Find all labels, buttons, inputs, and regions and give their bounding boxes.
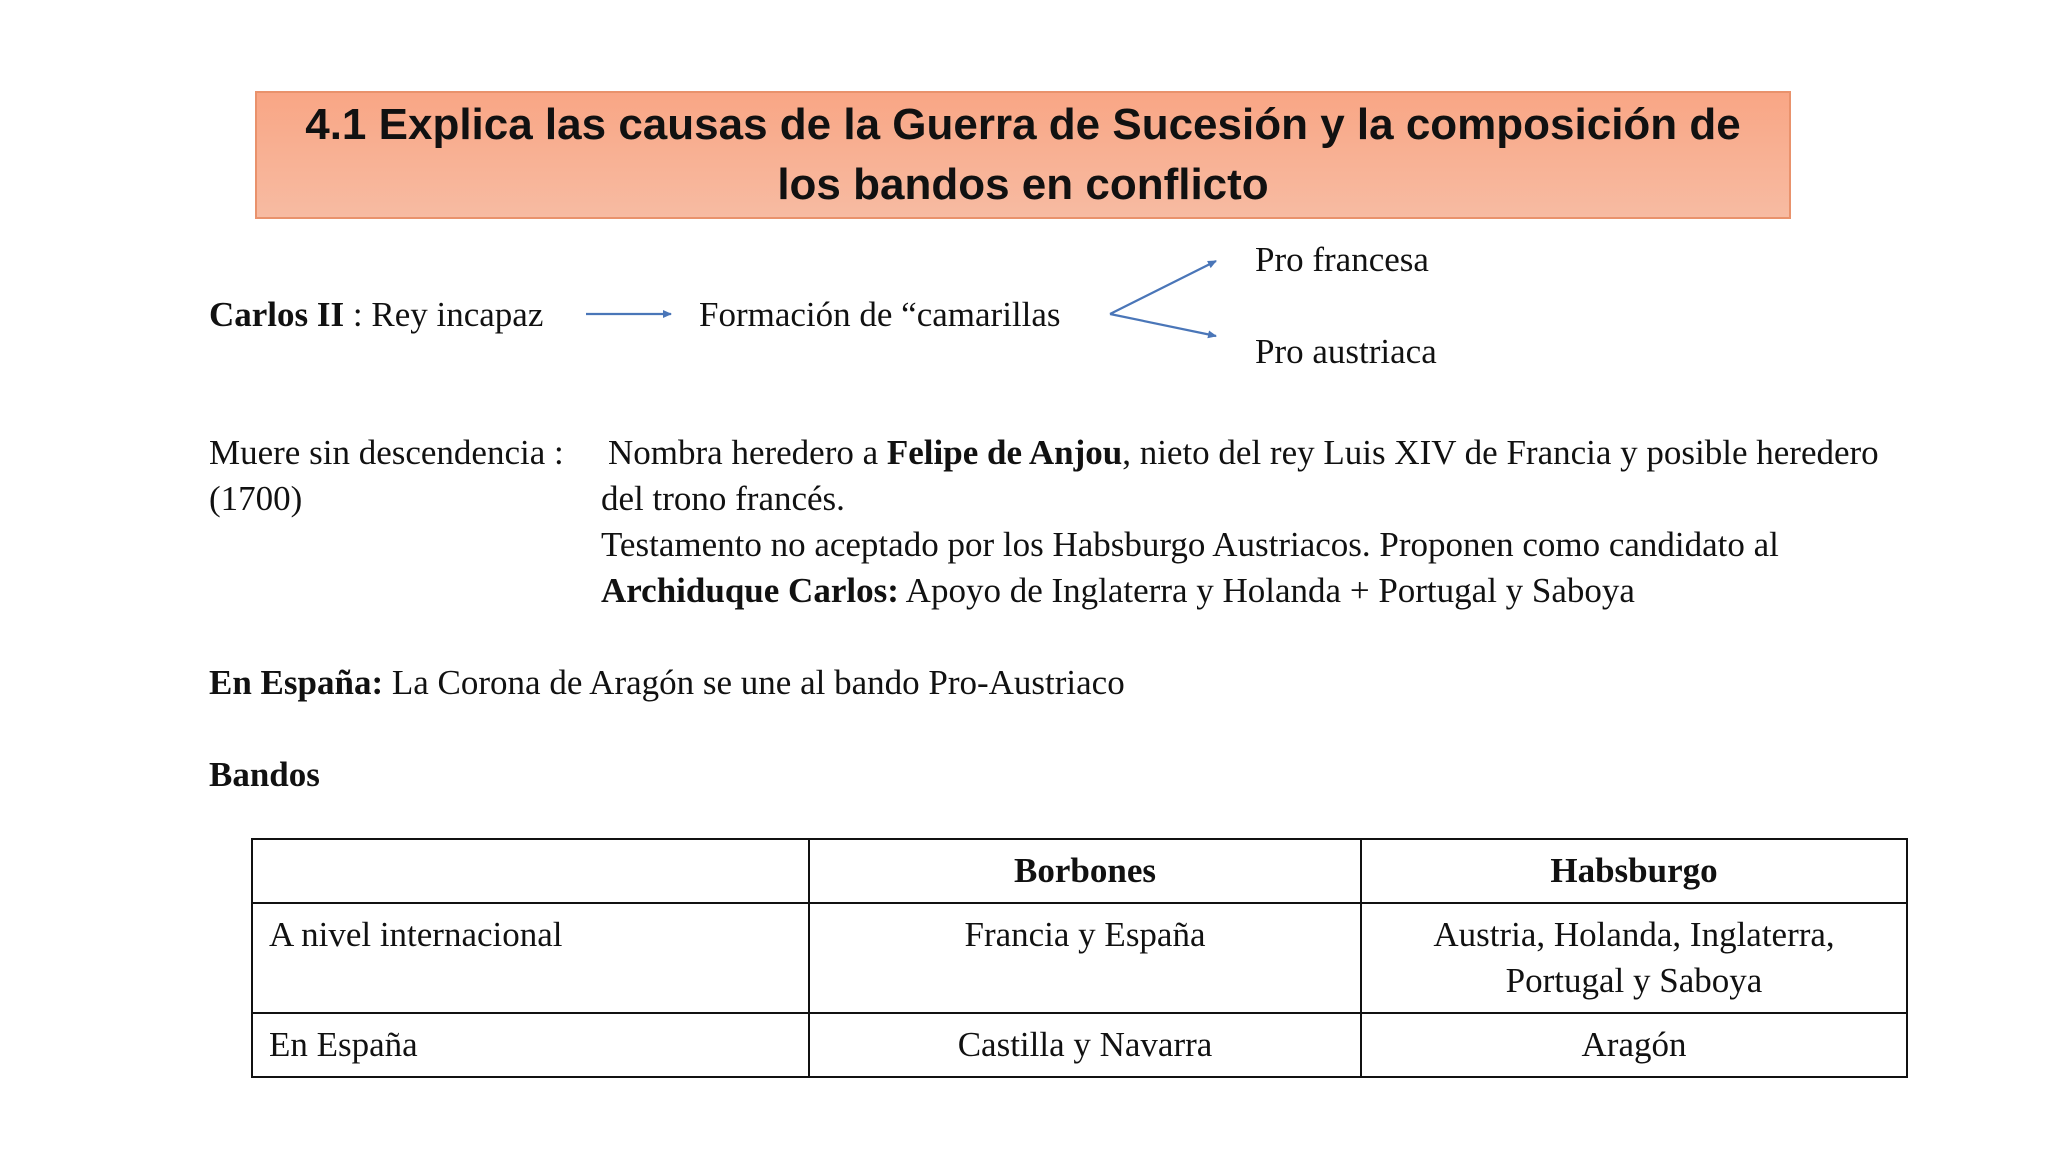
muere-line-3: Testamento no aceptado por los Habsburgo Austriacos. Proponen como candidato al [601,525,1779,564]
espana-label: En España: [209,663,384,702]
muere-line-1-post: , nieto del rey Luis XIV de Francia y posible heredero [1122,433,1879,472]
arrow-up-right-icon [1110,261,1216,314]
bandos-heading [209,752,320,798]
carlos-description: : Rey incapaz [344,295,544,334]
muere-line-4 [601,568,1635,614]
muere-label: Muere sin descendencia : [209,433,564,472]
muere-year: (1700) [209,479,303,518]
table-header-cell [252,839,809,903]
muere-line-1-pre: Nombra heredero a [608,433,887,472]
title-banner [255,91,1791,219]
table-row [252,903,1907,1013]
table-cell: Austria, Holanda, Inglaterra, Portugal y Saboya [1361,903,1907,1013]
muere-line-4-rest: Apoyo de Inglaterra y Holanda + Portugal y Saboya [898,571,1635,610]
carlos-line [209,292,543,338]
arrow-down-right-icon [1110,314,1216,336]
bandos-heading-text: Bandos [209,755,320,794]
table-cell: En España [252,1013,809,1077]
table-row [252,1013,1907,1077]
camarillas-text: Formación de “camarillas [699,295,1061,334]
table-header-habsburgo: Habsburgo [1361,839,1907,903]
muere-line-1 [608,430,1879,476]
muere-line-2: del trono francés. [601,479,845,518]
pro-francesa-text: Pro francesa [1255,240,1429,279]
table-cell: A nivel internacional [252,903,809,1013]
table-cell: Aragón [1361,1013,1907,1077]
table-cell: Castilla y Navarra [809,1013,1361,1077]
espana-line [209,660,1125,706]
felipe-name: Felipe de Anjou [886,433,1123,472]
bandos-table [251,838,1908,1078]
archiduque-name: Archiduque Carlos: [601,571,899,610]
carlos-name: Carlos II [209,295,345,334]
pro-austriaca-text: Pro austriaca [1255,332,1437,371]
table-header-borbones: Borbones [809,839,1361,903]
slide-title: 4.1 Explica las causas de la Guerra de Sucesión y la composición de los bandos en conflicto [305,100,1741,209]
table-header-row [252,839,1907,903]
espana-text: La Corona de Aragón se une al bando Pro-Austriaco [383,663,1125,702]
table-cell: Francia y España [809,903,1361,1013]
